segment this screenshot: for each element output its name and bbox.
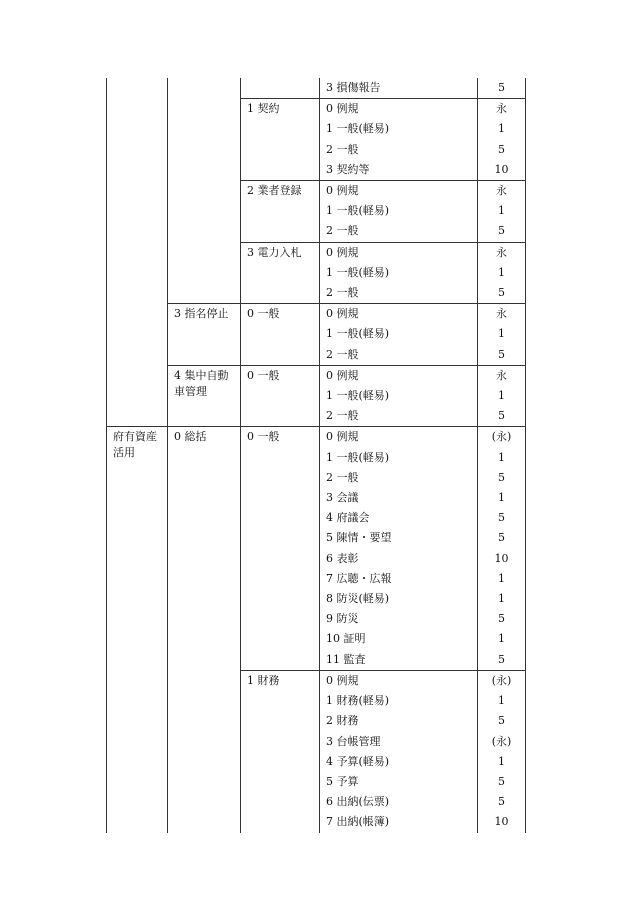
retention-years-cell: 1 bbox=[478, 201, 526, 221]
retention-years-cell: 5 bbox=[478, 609, 526, 629]
item-cell: 6 出納(伝票) bbox=[320, 792, 478, 812]
table-row bbox=[107, 78, 526, 99]
table-row bbox=[107, 427, 526, 448]
item-cell: 10 証明 bbox=[320, 629, 478, 649]
item-cell: 6 表彰 bbox=[320, 549, 478, 569]
item-cell: 1 一般(軽易) bbox=[320, 448, 478, 468]
retention-years-cell: 永 bbox=[478, 99, 526, 120]
item-cell: 2 一般 bbox=[320, 468, 478, 488]
retention-years-cell: 5 bbox=[478, 508, 526, 528]
group-cell: 2 業者登録 bbox=[241, 181, 320, 243]
retention-years-cell: 1 bbox=[478, 569, 526, 589]
retention-years-cell: 10 bbox=[478, 549, 526, 569]
item-cell: 1 一般(軽易) bbox=[320, 201, 478, 221]
item-cell: 5 陳情・要望 bbox=[320, 528, 478, 548]
group-cell: 3 電力入札 bbox=[241, 242, 320, 304]
retention-years-cell: 5 bbox=[478, 406, 526, 427]
retention-years-cell: 1 bbox=[478, 324, 526, 344]
item-cell: 0 例規 bbox=[320, 242, 478, 263]
retention-years-cell: 1 bbox=[478, 752, 526, 772]
item-cell: 1 一般(軽易) bbox=[320, 263, 478, 283]
item-cell: 0 例規 bbox=[320, 427, 478, 448]
retention-years-cell: 5 bbox=[478, 650, 526, 671]
table-row bbox=[107, 365, 526, 386]
retention-years-cell: 1 bbox=[478, 448, 526, 468]
item-cell: 1 一般(軽易) bbox=[320, 119, 478, 139]
item-cell: 0 例規 bbox=[320, 670, 478, 691]
item-cell: 0 例規 bbox=[320, 181, 478, 202]
retention-years-cell: 1 bbox=[478, 589, 526, 609]
retention-years-cell: 5 bbox=[478, 792, 526, 812]
retention-years-cell: 5 bbox=[478, 711, 526, 731]
item-cell: 2 一般 bbox=[320, 221, 478, 242]
item-cell: 5 予算 bbox=[320, 772, 478, 792]
retention-years-cell: 1 bbox=[478, 119, 526, 139]
retention-years-cell: 10 bbox=[478, 812, 526, 832]
item-cell: 3 損傷報告 bbox=[320, 78, 478, 99]
item-cell: 1 財務(軽易) bbox=[320, 691, 478, 711]
item-cell: 8 防災(軽易) bbox=[320, 589, 478, 609]
retention-years-cell: 5 bbox=[478, 772, 526, 792]
subcategory-cell: 3 指名停止 bbox=[168, 304, 241, 366]
retention-years-cell: 永 bbox=[478, 181, 526, 202]
retention-years-cell: 1 bbox=[478, 488, 526, 508]
item-cell: 0 例規 bbox=[320, 365, 478, 386]
item-cell: 0 例規 bbox=[320, 99, 478, 120]
retention-years-cell: 永 bbox=[478, 242, 526, 263]
retention-years-cell: 5 bbox=[478, 345, 526, 366]
retention-schedule-table bbox=[106, 78, 526, 833]
item-cell: 1 一般(軽易) bbox=[320, 324, 478, 344]
item-cell: 2 財務 bbox=[320, 711, 478, 731]
group-cell: 0 一般 bbox=[241, 365, 320, 427]
item-cell: 11 監査 bbox=[320, 650, 478, 671]
item-cell: 2 一般 bbox=[320, 283, 478, 304]
group-cell: 0 一般 bbox=[241, 427, 320, 670]
group-cell: 0 一般 bbox=[241, 304, 320, 366]
retention-years-cell: (永) bbox=[478, 670, 526, 691]
retention-years-cell: 1 bbox=[478, 629, 526, 649]
subcategory-cell: 0 総括 bbox=[168, 427, 241, 833]
item-cell: 2 一般 bbox=[320, 140, 478, 160]
retention-years-cell: 永 bbox=[478, 304, 526, 325]
group-cell: 1 財務 bbox=[241, 670, 320, 832]
retention-years-cell: 1 bbox=[478, 263, 526, 283]
retention-years-cell: 永 bbox=[478, 365, 526, 386]
item-cell: 0 例規 bbox=[320, 304, 478, 325]
retention-years-cell: 5 bbox=[478, 283, 526, 304]
subcategory-cell bbox=[168, 78, 241, 304]
retention-years-cell: 10 bbox=[478, 160, 526, 181]
retention-years-cell: 5 bbox=[478, 78, 526, 99]
item-cell: 4 府議会 bbox=[320, 508, 478, 528]
category-cell bbox=[107, 78, 168, 427]
item-cell: 2 一般 bbox=[320, 406, 478, 427]
item-cell: 3 契約等 bbox=[320, 160, 478, 181]
item-cell: 1 一般(軽易) bbox=[320, 386, 478, 406]
item-cell: 7 広聴・広報 bbox=[320, 569, 478, 589]
retention-years-cell: (永) bbox=[478, 427, 526, 448]
retention-years-cell: 5 bbox=[478, 221, 526, 242]
retention-years-cell: 1 bbox=[478, 691, 526, 711]
retention-years-cell: (永) bbox=[478, 732, 526, 752]
subcategory-cell: 4 集中自動車管理 bbox=[168, 365, 241, 427]
group-cell: 1 契約 bbox=[241, 99, 320, 181]
item-cell: 3 会議 bbox=[320, 488, 478, 508]
retention-years-cell: 1 bbox=[478, 386, 526, 406]
item-cell: 2 一般 bbox=[320, 345, 478, 366]
table-row bbox=[107, 304, 526, 325]
item-cell: 4 予算(軽易) bbox=[320, 752, 478, 772]
retention-years-cell: 5 bbox=[478, 140, 526, 160]
group-cell bbox=[241, 78, 320, 99]
category-cell: 府有資産活用 bbox=[107, 427, 168, 833]
retention-years-cell: 5 bbox=[478, 528, 526, 548]
retention-years-cell: 5 bbox=[478, 468, 526, 488]
item-cell: 9 防災 bbox=[320, 609, 478, 629]
item-cell: 7 出納(帳簿) bbox=[320, 812, 478, 832]
item-cell: 3 台帳管理 bbox=[320, 732, 478, 752]
